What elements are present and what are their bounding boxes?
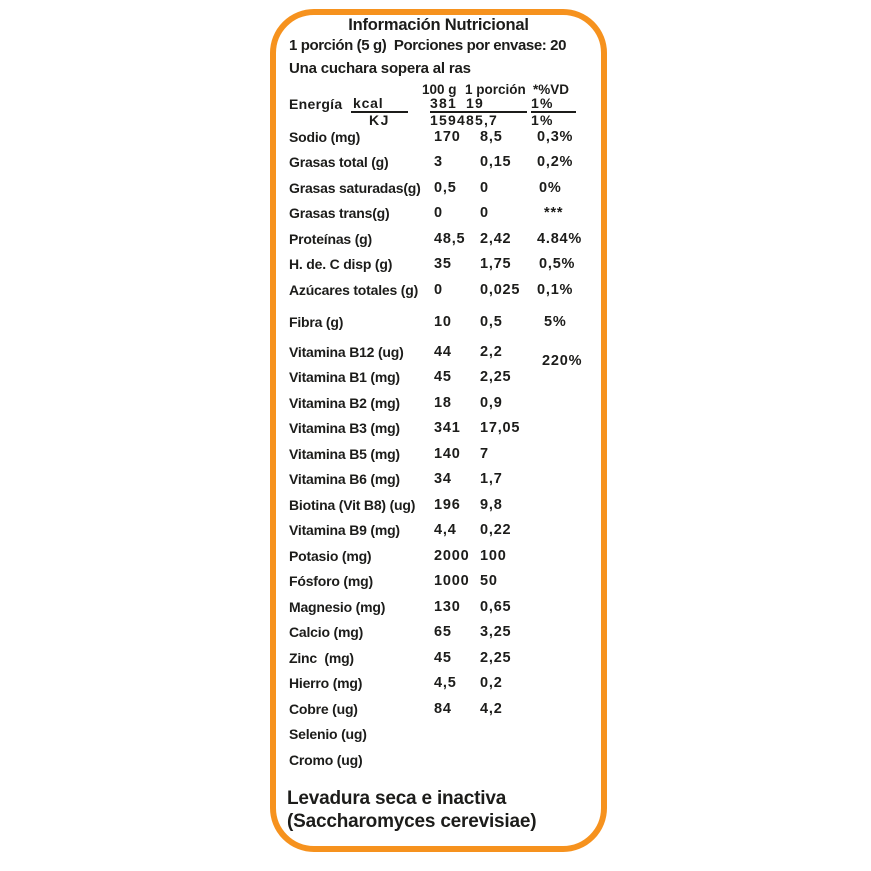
nutrient-name: Fibra (g) xyxy=(289,313,344,330)
nutrient-name: Vitamina B9 (mg) xyxy=(289,522,400,539)
table-row xyxy=(276,150,601,176)
nutrient-table xyxy=(276,124,601,773)
value-vd-percent: 0,2% xyxy=(537,154,574,171)
value-per-100g: 130 xyxy=(434,598,461,615)
value-per-100g: 0 xyxy=(434,205,443,222)
serving-size-line: 1 porción (5 g) Porciones por envase: 20 xyxy=(289,37,567,54)
table-row xyxy=(276,201,601,227)
table-row xyxy=(276,175,601,201)
value-vd-percent: *** xyxy=(544,205,564,222)
nutrient-name: H. de. C disp (g) xyxy=(289,256,393,273)
table-row xyxy=(276,543,601,569)
value-vd-percent: 220% xyxy=(542,352,583,369)
value-per-100g: 84 xyxy=(434,700,452,717)
value-per-100g: 1000 xyxy=(434,573,470,590)
nutrient-name: Vitamina B1 (mg) xyxy=(289,369,400,386)
value-per-100g: 170 xyxy=(434,128,461,145)
nutrient-name: Calcio (mg) xyxy=(289,624,364,641)
value-per-portion: 3,25 xyxy=(480,624,512,641)
energy-value-portion xyxy=(466,96,527,127)
nutrient-name: Cobre (ug) xyxy=(289,700,358,717)
value-per-portion: 0 xyxy=(480,179,489,196)
energy-kcal-100g: 381 xyxy=(430,96,479,113)
table-row xyxy=(276,467,601,493)
table-row xyxy=(276,645,601,671)
energy-vd-kcal: 1% xyxy=(531,96,576,113)
value-per-portion: 2,42 xyxy=(480,230,512,247)
value-per-portion: 0,22 xyxy=(480,522,512,539)
table-row xyxy=(276,569,601,595)
value-per-portion: 0,9 xyxy=(480,394,503,411)
value-per-100g: 341 xyxy=(434,420,461,437)
table-row xyxy=(276,309,601,335)
value-per-100g: 45 xyxy=(434,369,452,386)
table-row xyxy=(276,594,601,620)
value-per-100g: 18 xyxy=(434,394,452,411)
value-vd-percent: 4.84% xyxy=(537,230,583,247)
value-per-portion: 7 xyxy=(480,445,489,462)
nutrient-name: Grasas saturadas(g) xyxy=(289,179,421,196)
table-row xyxy=(276,747,601,773)
nutrient-name: Cromo (ug) xyxy=(289,751,363,768)
column-header-portion: 1 porción xyxy=(465,82,526,97)
nutrient-name: Biotina (Vit B8) (ug) xyxy=(289,496,416,513)
nutrition-panel xyxy=(270,9,607,852)
table-row xyxy=(276,492,601,518)
column-header-vd: *%VD xyxy=(533,82,570,97)
nutrient-name: Vitamina B6 (mg) xyxy=(289,471,400,488)
value-per-100g: 10 xyxy=(434,313,452,330)
value-per-portion: 50 xyxy=(480,573,498,590)
value-per-100g: 4,5 xyxy=(434,675,457,692)
value-per-portion: 0,65 xyxy=(480,598,512,615)
value-per-100g: 48,5 xyxy=(434,230,466,247)
value-per-100g: 45 xyxy=(434,649,452,666)
energy-value-vd xyxy=(531,96,576,127)
table-row xyxy=(276,518,601,544)
value-per-portion: 2,25 xyxy=(480,649,512,666)
value-vd-percent: 0,5% xyxy=(539,256,576,273)
table-row xyxy=(276,441,601,467)
footer-line-1: Levadura seca e inactiva xyxy=(287,788,507,809)
value-per-portion: 9,8 xyxy=(480,496,503,513)
value-vd-percent: 5% xyxy=(544,313,567,330)
table-row xyxy=(276,390,601,416)
table-row xyxy=(276,671,601,697)
nutrient-name: Fósforo (mg) xyxy=(289,573,373,590)
nutrient-name: Vitamina B2 (mg) xyxy=(289,394,400,411)
energy-kcal-portion: 19 xyxy=(466,96,527,113)
value-per-portion: 4,2 xyxy=(480,700,503,717)
table-row xyxy=(276,226,601,252)
nutrient-name: Azúcares totales (g) xyxy=(289,281,419,298)
nutrient-name: Zinc (mg) xyxy=(289,649,354,666)
nutrient-name: Sodio (mg) xyxy=(289,128,361,145)
energy-kj-100g: 1594 xyxy=(430,111,466,128)
page-title: Información Nutricional xyxy=(348,16,529,34)
table-row xyxy=(276,339,601,369)
value-per-100g: 44 xyxy=(434,343,452,360)
value-per-portion: 0 xyxy=(480,205,489,222)
table-row xyxy=(276,124,601,150)
energy-unit-kcal: kcal xyxy=(351,96,408,113)
energy-label: Energía xyxy=(289,96,343,112)
table-row xyxy=(276,277,601,303)
energy-units xyxy=(351,96,408,127)
nutrient-name: Vitamina B5 (mg) xyxy=(289,445,400,462)
value-per-portion: 0,025 xyxy=(480,281,521,298)
value-per-100g: 140 xyxy=(434,445,461,462)
table-row xyxy=(276,722,601,748)
nutrient-name: Potasio (mg) xyxy=(289,547,372,564)
value-per-portion: 2,25 xyxy=(480,369,512,386)
value-per-portion: 0,15 xyxy=(480,154,512,171)
value-per-100g: 35 xyxy=(434,256,452,273)
value-per-100g: 196 xyxy=(434,496,461,513)
value-per-100g: 65 xyxy=(434,624,452,641)
table-row xyxy=(276,416,601,442)
table-row xyxy=(276,620,601,646)
value-per-portion: 1,75 xyxy=(480,256,512,273)
value-per-100g: 2000 xyxy=(434,547,470,564)
nutrient-name: Proteínas (g) xyxy=(289,230,372,247)
energy-kj-portion: 85,7 xyxy=(466,111,499,128)
value-per-portion: 1,7 xyxy=(480,471,503,488)
value-per-100g: 0,5 xyxy=(434,179,457,196)
nutrient-name: Vitamina B12 (ug) xyxy=(289,343,404,360)
column-header-100g: 100 g xyxy=(422,82,457,97)
value-per-portion: 8,5 xyxy=(480,128,503,145)
nutrient-name: Grasas trans(g) xyxy=(289,205,390,222)
energy-unit-kj: KJ xyxy=(369,111,390,128)
energy-vd-kj: 1% xyxy=(531,111,554,128)
nutrient-name: Grasas total (g) xyxy=(289,154,389,171)
value-per-100g: 34 xyxy=(434,471,452,488)
table-row xyxy=(276,252,601,278)
value-per-100g: 4,4 xyxy=(434,522,457,539)
footer-ingredient xyxy=(287,787,536,833)
table-row xyxy=(276,365,601,391)
value-per-100g: 3 xyxy=(434,154,443,171)
table-row xyxy=(276,696,601,722)
value-vd-percent: 0% xyxy=(539,179,562,196)
value-per-100g: 0 xyxy=(434,281,443,298)
value-vd-percent: 0,3% xyxy=(537,128,574,145)
nutrient-name: Vitamina B3 (mg) xyxy=(289,420,400,437)
serving-note: Una cuchara sopera al ras xyxy=(289,60,471,77)
value-per-portion: 17,05 xyxy=(480,420,521,437)
value-per-portion: 100 xyxy=(480,547,507,564)
value-per-portion: 0,5 xyxy=(480,313,503,330)
value-per-portion: 2,2 xyxy=(480,343,503,360)
value-per-portion: 0,2 xyxy=(480,675,503,692)
nutrient-name: Hierro (mg) xyxy=(289,675,363,692)
nutrient-name: Selenio (ug) xyxy=(289,726,367,743)
nutrient-name: Magnesio (mg) xyxy=(289,598,386,615)
value-vd-percent: 0,1% xyxy=(537,281,574,298)
footer-line-2: (Saccharomyces cerevisiae) xyxy=(287,811,537,832)
